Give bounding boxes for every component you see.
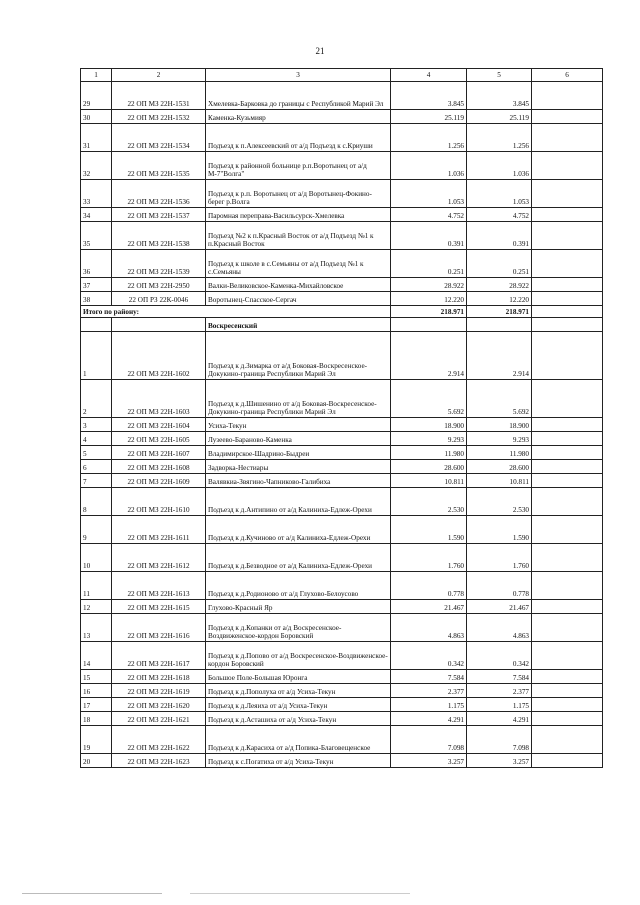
length-value: 1.175	[391, 698, 467, 712]
note-cell	[532, 460, 603, 474]
road-code: 22 ОП МЗ 22Н-1604	[112, 418, 206, 432]
length-value-2: 0.342	[467, 642, 532, 670]
table-row	[81, 754, 603, 768]
length-value: 1.760	[391, 544, 467, 572]
length-value-2: 7.584	[467, 670, 532, 684]
note-cell	[532, 698, 603, 712]
header-cell: 2	[112, 69, 206, 82]
table-row	[81, 726, 603, 754]
length-value-2: 25.119	[467, 110, 532, 124]
road-name: Каменка-Кузьмияр	[206, 110, 391, 124]
road-code: 22 ОП РЗ 22К-0046	[112, 292, 206, 306]
length-value-2: 2.914	[467, 332, 532, 380]
road-code: 22 ОП МЗ 22Н-1611	[112, 516, 206, 544]
row-number: 20	[81, 754, 112, 768]
length-value: 21.467	[391, 600, 467, 614]
table-row	[81, 572, 603, 600]
note-cell	[532, 712, 603, 726]
road-name: Подъезд к д.Копанки от а/д Воскресенское-Воздвиженское-кордон Боровский	[206, 614, 391, 642]
row-number: 18	[81, 712, 112, 726]
note-cell	[532, 418, 603, 432]
note-cell	[532, 332, 603, 380]
row-number: 8	[81, 488, 112, 516]
table-row	[81, 208, 603, 222]
row-number: 33	[81, 180, 112, 208]
length-value: 3.845	[391, 82, 467, 110]
row-number: 19	[81, 726, 112, 754]
row-number: 9	[81, 516, 112, 544]
note-cell	[532, 82, 603, 110]
length-value: 0.391	[391, 222, 467, 250]
length-value: 7.098	[391, 726, 467, 754]
road-code: 22 ОП МЗ 22Н-2950	[112, 278, 206, 292]
note-cell	[532, 208, 603, 222]
road-code: 22 ОП МЗ 22Н-1602	[112, 332, 206, 380]
road-code: 22 ОП МЗ 22Н-1539	[112, 250, 206, 278]
header-cell: 3	[206, 69, 391, 82]
length-value: 7.584	[391, 670, 467, 684]
table-row	[81, 418, 603, 432]
road-name: Подъезд №2 к п.Красный Восток от а/д Подъезд №1 к п.Красный Восток	[206, 222, 391, 250]
road-code: 22 ОП МЗ 22Н-1607	[112, 446, 206, 460]
road-code: 22 ОП МЗ 22Н-1531	[112, 82, 206, 110]
road-name: Подъезд к школе в с.Семьяны от а/д Подъезд №1 к с.Семьяны	[206, 250, 391, 278]
length-value-2: 1.256	[467, 124, 532, 152]
length-value: 1.053	[391, 180, 467, 208]
length-value-2: 4.863	[467, 614, 532, 642]
table-row	[81, 670, 603, 684]
length-value: 2.377	[391, 684, 467, 698]
table-row	[81, 82, 603, 110]
empty-cell	[391, 318, 467, 332]
table-row	[81, 332, 603, 380]
length-value-2: 28.922	[467, 278, 532, 292]
road-name: Глухово-Красный Яр	[206, 600, 391, 614]
note-cell	[532, 572, 603, 600]
length-value-2: 4.752	[467, 208, 532, 222]
road-name: Усиха-Текун	[206, 418, 391, 432]
length-value-2: 7.098	[467, 726, 532, 754]
table-row	[81, 110, 603, 124]
note-cell	[532, 446, 603, 460]
row-number: 10	[81, 544, 112, 572]
road-name: Подъезд к д.Зимарка от а/д Боковая-Воскресенское-Докукино-граница Республики Марий Эл	[206, 332, 391, 380]
length-value: 4.752	[391, 208, 467, 222]
road-name: Подъезд к д.Кучиново от а/д Калиниха-Едлеж-Орехи	[206, 516, 391, 544]
note-cell	[532, 614, 603, 642]
length-value: 11.980	[391, 446, 467, 460]
length-value: 1.256	[391, 124, 467, 152]
note-cell	[532, 474, 603, 488]
row-number: 12	[81, 600, 112, 614]
length-value-2: 1.036	[467, 152, 532, 180]
road-code: 22 ОП МЗ 22Н-1603	[112, 380, 206, 418]
row-number: 38	[81, 292, 112, 306]
table-row	[81, 544, 603, 572]
road-code: 22 ОП МЗ 22Н-1537	[112, 208, 206, 222]
total-label: Итого по району:	[81, 306, 391, 318]
note-cell	[532, 642, 603, 670]
road-name: Хмелевка-Барковка до границы с Республикой Марий Эл	[206, 82, 391, 110]
empty-cell	[112, 318, 206, 332]
road-code: 22 ОП МЗ 22Н-1605	[112, 432, 206, 446]
road-code: 22 ОП МЗ 22Н-1608	[112, 460, 206, 474]
table-row	[81, 614, 603, 642]
note-cell	[532, 670, 603, 684]
table-row	[81, 460, 603, 474]
row-number: 31	[81, 124, 112, 152]
length-value: 28.922	[391, 278, 467, 292]
road-name: Подъезд к д.Карасиха от а/д Попика-Благовещенское	[206, 726, 391, 754]
note-cell	[532, 292, 603, 306]
row-number: 32	[81, 152, 112, 180]
note-cell	[532, 726, 603, 754]
district-header-row	[81, 318, 603, 332]
road-name: Подъезд к д.Попово от а/д Воскресенское-Воздвиженское-кордон Боровский	[206, 642, 391, 670]
length-value: 28.600	[391, 460, 467, 474]
road-name: Задворка-Нестиары	[206, 460, 391, 474]
header-cell: 5	[467, 69, 532, 82]
row-number: 30	[81, 110, 112, 124]
length-value-2: 28.600	[467, 460, 532, 474]
length-value-2: 2.377	[467, 684, 532, 698]
row-number: 7	[81, 474, 112, 488]
row-number: 14	[81, 642, 112, 670]
length-value: 0.778	[391, 572, 467, 600]
road-code: 22 ОП МЗ 22Н-1612	[112, 544, 206, 572]
total-value: 218.971	[391, 306, 467, 318]
length-value-2: 9.293	[467, 432, 532, 446]
length-value: 3.257	[391, 754, 467, 768]
length-value-2: 0.391	[467, 222, 532, 250]
road-name: Большое Поле-Большая Юронга	[206, 670, 391, 684]
road-code: 22 ОП МЗ 22Н-1535	[112, 152, 206, 180]
length-value: 1.036	[391, 152, 467, 180]
road-name: Владимирское-Шадрино-Быдреи	[206, 446, 391, 460]
note-cell	[532, 152, 603, 180]
road-code: 22 ОП МЗ 22Н-1618	[112, 670, 206, 684]
row-number: 4	[81, 432, 112, 446]
length-value-2: 3.257	[467, 754, 532, 768]
length-value-2: 21.467	[467, 600, 532, 614]
total-value-2: 218.971	[467, 306, 532, 318]
row-number: 29	[81, 82, 112, 110]
table-row	[81, 474, 603, 488]
empty-cell	[532, 318, 603, 332]
road-code: 22 ОП МЗ 22Н-1616	[112, 614, 206, 642]
road-code: 22 ОП МЗ 22Н-1536	[112, 180, 206, 208]
road-code: 22 ОП МЗ 22Н-1623	[112, 754, 206, 768]
table-row	[81, 446, 603, 460]
empty-cell	[81, 318, 112, 332]
road-name: Подъезд к д.Леяиха от а/д Усиха-Текун	[206, 698, 391, 712]
row-number: 11	[81, 572, 112, 600]
note-cell	[532, 432, 603, 446]
district-name: Воскресенский	[206, 318, 391, 332]
table-row	[81, 180, 603, 208]
length-value: 2.530	[391, 488, 467, 516]
road-code: 22 ОП МЗ 22Н-1619	[112, 684, 206, 698]
length-value-2: 0.778	[467, 572, 532, 600]
road-code: 22 ОП МЗ 22Н-1534	[112, 124, 206, 152]
table-row	[81, 380, 603, 418]
row-number: 5	[81, 446, 112, 460]
length-value: 9.293	[391, 432, 467, 446]
length-value-2: 3.845	[467, 82, 532, 110]
table-row	[81, 488, 603, 516]
length-value: 4.291	[391, 712, 467, 726]
road-code: 22 ОП МЗ 22Н-1610	[112, 488, 206, 516]
road-name: Воротынец-Спасское-Сергач	[206, 292, 391, 306]
note-cell	[532, 278, 603, 292]
district-total-row	[81, 306, 603, 318]
row-number: 17	[81, 698, 112, 712]
table-row	[81, 292, 603, 306]
header-cell: 1	[81, 69, 112, 82]
road-code: 22 ОП МЗ 22Н-1622	[112, 726, 206, 754]
row-number: 35	[81, 222, 112, 250]
road-code: 22 ОП МЗ 22Н-1617	[112, 642, 206, 670]
road-code: 22 ОП МЗ 22Н-1538	[112, 222, 206, 250]
length-value-2: 1.053	[467, 180, 532, 208]
note-cell	[532, 124, 603, 152]
road-name: Подъезд к д.Пополуха от а/д Усиха-Текун	[206, 684, 391, 698]
empty-cell	[467, 318, 532, 332]
road-code: 22 ОП МЗ 22Н-1621	[112, 712, 206, 726]
road-code: 22 ОП МЗ 22Н-1613	[112, 572, 206, 600]
length-value: 4.863	[391, 614, 467, 642]
table-row	[81, 432, 603, 446]
row-number: 37	[81, 278, 112, 292]
length-value: 10.811	[391, 474, 467, 488]
table-row	[81, 152, 603, 180]
road-name: Подъезд к д.Безводное от а/д Калиниха-Едлеж-Орехи	[206, 544, 391, 572]
note-cell	[532, 222, 603, 250]
row-number: 13	[81, 614, 112, 642]
note-cell	[532, 516, 603, 544]
page-number: 21	[315, 46, 325, 56]
road-name: Паромная переправа-Васильсурск-Хмелевка	[206, 208, 391, 222]
table-row	[81, 516, 603, 544]
table-row	[81, 222, 603, 250]
row-number: 34	[81, 208, 112, 222]
row-number: 3	[81, 418, 112, 432]
table-header-row	[81, 69, 603, 82]
road-name: Подъезд к с.Погатиха от а/д Усиха-Текун	[206, 754, 391, 768]
note-cell	[532, 250, 603, 278]
length-value-2: 4.291	[467, 712, 532, 726]
length-value: 2.914	[391, 332, 467, 380]
table-row	[81, 278, 603, 292]
road-name: Подъезд к д.Асташиха от а/д Усиха-Текун	[206, 712, 391, 726]
length-value-2: 12.220	[467, 292, 532, 306]
road-code: 22 ОП МЗ 22Н-1609	[112, 474, 206, 488]
road-name: Подъезд к районной больнице р.п.Воротынец от а/д М-7"Волга"	[206, 152, 391, 180]
length-value: 25.119	[391, 110, 467, 124]
road-code: 22 ОП МЗ 22Н-1532	[112, 110, 206, 124]
note-cell	[532, 380, 603, 418]
note-cell	[532, 488, 603, 516]
note-cell	[532, 180, 603, 208]
note-cell	[532, 110, 603, 124]
table-row	[81, 250, 603, 278]
road-name: Подъезд к р.п. Воротынец от а/д Воротынец-Фокино-берег р.Волга	[206, 180, 391, 208]
table-row	[81, 642, 603, 670]
road-name: Подъезд к д.Родионово от а/д Глухово-Белоусово	[206, 572, 391, 600]
length-value-2: 2.530	[467, 488, 532, 516]
note-cell	[532, 600, 603, 614]
row-number: 1	[81, 332, 112, 380]
total-note-cell	[532, 306, 603, 318]
length-value-2: 0.251	[467, 250, 532, 278]
road-code: 22 ОП МЗ 22Н-1620	[112, 698, 206, 712]
row-number: 2	[81, 380, 112, 418]
header-cell: 6	[532, 69, 603, 82]
length-value-2: 11.980	[467, 446, 532, 460]
table-row	[81, 600, 603, 614]
row-number: 36	[81, 250, 112, 278]
road-name: Подъезд к п.Алексеевский от а/д Подъезд к с.Криуши	[206, 124, 391, 152]
note-cell	[532, 754, 603, 768]
length-value: 1.590	[391, 516, 467, 544]
length-value-2: 1.175	[467, 698, 532, 712]
scan-artifact-line	[190, 893, 410, 894]
length-value: 0.342	[391, 642, 467, 670]
length-value-2: 1.760	[467, 544, 532, 572]
length-value: 18.900	[391, 418, 467, 432]
length-value: 0.251	[391, 250, 467, 278]
length-value-2: 18.900	[467, 418, 532, 432]
road-name: Валки-Великовское-Каменка-Михайловское	[206, 278, 391, 292]
row-number: 6	[81, 460, 112, 474]
scan-artifact-line	[22, 893, 162, 894]
row-number: 16	[81, 684, 112, 698]
length-value: 5.692	[391, 380, 467, 418]
length-value-2: 10.811	[467, 474, 532, 488]
length-value: 12.220	[391, 292, 467, 306]
length-value-2: 5.692	[467, 380, 532, 418]
road-name: Валявкиа-Звягино-Чапниково-Галибиха	[206, 474, 391, 488]
table-row	[81, 124, 603, 152]
road-name: Подъезд к д.Антипино от а/д Калиниха-Едлеж-Орехи	[206, 488, 391, 516]
road-code: 22 ОП МЗ 22Н-1615	[112, 600, 206, 614]
road-name: Лузеево-Бараново-Каменка	[206, 432, 391, 446]
row-number: 15	[81, 670, 112, 684]
road-name: Подъезд к д.Шишенино от а/д Боковая-Воскресенское-Докукино-граница Республики Марий Эл	[206, 380, 391, 418]
table-row	[81, 684, 603, 698]
note-cell	[532, 684, 603, 698]
header-cell: 4	[391, 69, 467, 82]
table-row	[81, 712, 603, 726]
roads-table-body	[81, 69, 603, 768]
roads-table	[80, 68, 603, 768]
length-value-2: 1.590	[467, 516, 532, 544]
note-cell	[532, 544, 603, 572]
table-row	[81, 698, 603, 712]
